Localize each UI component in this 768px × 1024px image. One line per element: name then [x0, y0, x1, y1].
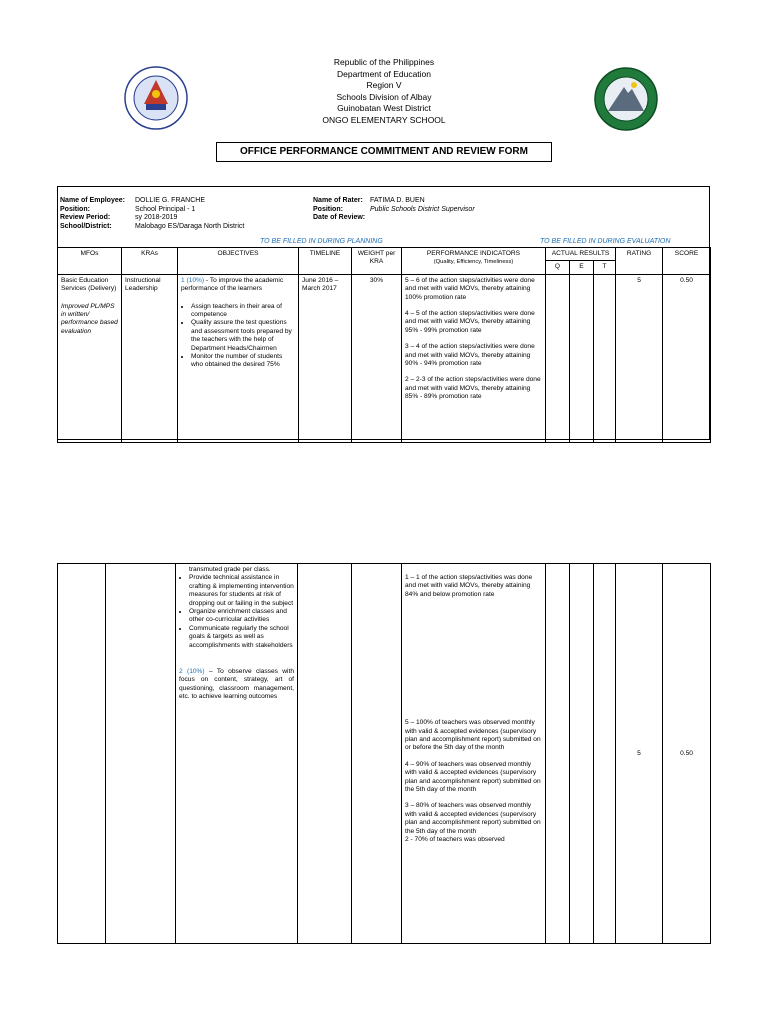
e-cell [570, 274, 594, 442]
header-line: Schools Division of Albay [336, 91, 432, 102]
timeline-cell: June 2016 – March 2017 [299, 274, 352, 442]
col-q: Q [546, 261, 570, 274]
indicator-item: 4 – 5 of the action steps/activities were done and met with valid MOVs, thereby attaining 95% - 99% promotion rate [405, 310, 535, 334]
col-mfos: MFOs [58, 248, 122, 275]
col-weight: WEIGHT per KRA [352, 248, 402, 275]
opcr-table-page1 [57, 247, 711, 443]
col-objectives: OBJECTIVES [178, 248, 299, 275]
indicator-item: 2 – 2-3 of the action steps/activities were done and met with valid MOVs, thereby attaining 85% - 89% promotion rate [405, 376, 541, 401]
objectives-cell [178, 274, 299, 442]
employee-name-label: Name of Employee: [60, 197, 125, 204]
rater-info [313, 197, 475, 223]
header-line: ONGO ELEMENTARY SCHOOL [322, 114, 446, 125]
mfo-text: Basic Education Services (Delivery) [61, 276, 117, 293]
q-cell [546, 274, 570, 442]
objective-bullet: • Assign teachers in their area of competence [191, 303, 295, 320]
objective-bullet: • Communicate regularly the school goals & targets as well as accomplishments with stakeholders [189, 625, 294, 650]
objective-continuation: transmuted grade per class. [189, 566, 271, 573]
rater-name-label: Name of Rater: [313, 197, 363, 204]
school-header [0, 57, 768, 126]
col-actual-results: ACTUAL RESULTS [546, 248, 616, 261]
employee-position-label: Position: [60, 205, 90, 213]
score-cell-2: 0.50 [663, 564, 711, 944]
mfo-cell-cont [58, 564, 106, 944]
review-period-label: Review Period: [60, 214, 111, 222]
objective-bullet: • Quality assure the test questions and assessment tools prepared by the teachers with the help of Department Heads/Chairmen [191, 319, 295, 353]
objective2-number: 2 (10%) [179, 668, 205, 676]
col-score: SCORE [663, 248, 711, 275]
indicators-cell [402, 274, 546, 442]
objective-text: - To improve the academic performance of the learners [181, 276, 284, 293]
indicator-item: 2 - 70% of teachers was observed [405, 836, 505, 844]
weight-cell: 30% [352, 274, 402, 442]
indicators-heading: PERFORMANCE INDICATORS [426, 250, 521, 257]
rater-position: Public Schools District Supervisor [370, 205, 475, 213]
rater-name: FATIMA D. BUEN [370, 197, 425, 204]
rater-position-label: Position: [313, 205, 343, 213]
objective-number: 1 (10%) [181, 276, 205, 284]
indicator-item: 3 – 80% of teachers was observed monthly with valid & accepted evidences (supervisory plan and accomplishment report) submitted on the 5th day of the month [405, 802, 541, 835]
school-label: School/District: [60, 222, 112, 230]
header-line: Region V [366, 80, 402, 90]
col-indicators [402, 248, 546, 275]
employee-position: School Principal - 1 [135, 205, 196, 213]
col-kras: KRAs [122, 248, 178, 275]
objective2-text: – To observe classes with focus on content, strategy, art of questioning, classroom management, etc. to achieve learning outcomes [179, 668, 295, 701]
col-t: T [594, 261, 616, 274]
col-e: E [570, 261, 594, 274]
indicators-cell-cont [402, 564, 546, 944]
indicator-item: 1 – 1 of the action steps/activities was done and met with valid MOVs, thereby attaining 84% and below promotion rate [405, 574, 533, 598]
t-cell [594, 274, 616, 442]
timeline-cell-cont [298, 564, 352, 944]
review-date-label: Date of Review: [313, 214, 366, 222]
evaluation-section-label: TO BE FILLED IN DURING EVALUATION [540, 238, 671, 245]
weight-cell-cont [352, 564, 402, 944]
planning-section-label: TO BE FILLED IN DURING PLANNING [260, 238, 383, 245]
e-cell-cont [570, 564, 594, 944]
opcr-table-page2 [57, 563, 711, 944]
rating-cell: 5 [616, 274, 663, 442]
mfo-subtext: Improved PL/MPS in written/ performance based evaluation [61, 302, 118, 335]
indicator-item: 3 – 4 of the action steps/activities were done and met with valid MOVs, thereby attaining 90% - 94% promotion rate [405, 343, 535, 368]
rating-cell-2: 5 [616, 564, 663, 944]
objectives-cell-cont [176, 564, 298, 944]
objective-bullet: • Provide technical assistance in crafting & implementing intervention measures for students at risk of dropping out or failing in the subject [189, 574, 294, 608]
indicators-subheading: (Quality, Efficiency, Timeliness) [433, 259, 514, 266]
q-cell-cont [546, 564, 570, 944]
col-timeline: TIMELINE [299, 248, 352, 275]
employee-info [60, 197, 244, 231]
indicator-item: 5 – 6 of the action steps/activities were done and met with valid MOVs, thereby attaining 100% promotion rate [405, 276, 535, 301]
form-title: OFFICE PERFORMANCE COMMITMENT AND REVIEW FORM [216, 142, 552, 162]
indicator-item: 5 – 100% of teachers was observed monthly with valid & accepted evidences (supervisory plan and accomplishment report) submitted on or before the 5th day of the month [405, 719, 541, 752]
header-line: Republic of the Philippines [333, 57, 435, 67]
kra-cell-cont [106, 564, 176, 944]
employee-name: DOLLIE G. FRANCHE [135, 197, 206, 204]
objective-bullet: • Organize enrichment classes and other co-curricular activities [189, 608, 294, 625]
review-period: sy 2018-2019 [135, 214, 178, 222]
objective-bullet: • Monitor the number of students who obtained the desired 75% [191, 353, 295, 370]
t-cell-cont [594, 564, 616, 944]
kra-cell: Instructional Leadership [122, 274, 178, 442]
col-rating: RATING [616, 248, 663, 275]
indicator-item: 4 – 90% of teachers was observed monthly with valid & accepted evidences (supervisory plan and accomplishment report) submitted on the 5th day of the month [405, 760, 541, 794]
header-line: Guinobatan West District [337, 103, 431, 113]
mfo-cell [58, 274, 122, 442]
score-cell: 0.50 [663, 274, 711, 442]
header-line: Department of Education [336, 68, 432, 79]
school-district: Malobago ES/Daraga North District [135, 222, 245, 230]
